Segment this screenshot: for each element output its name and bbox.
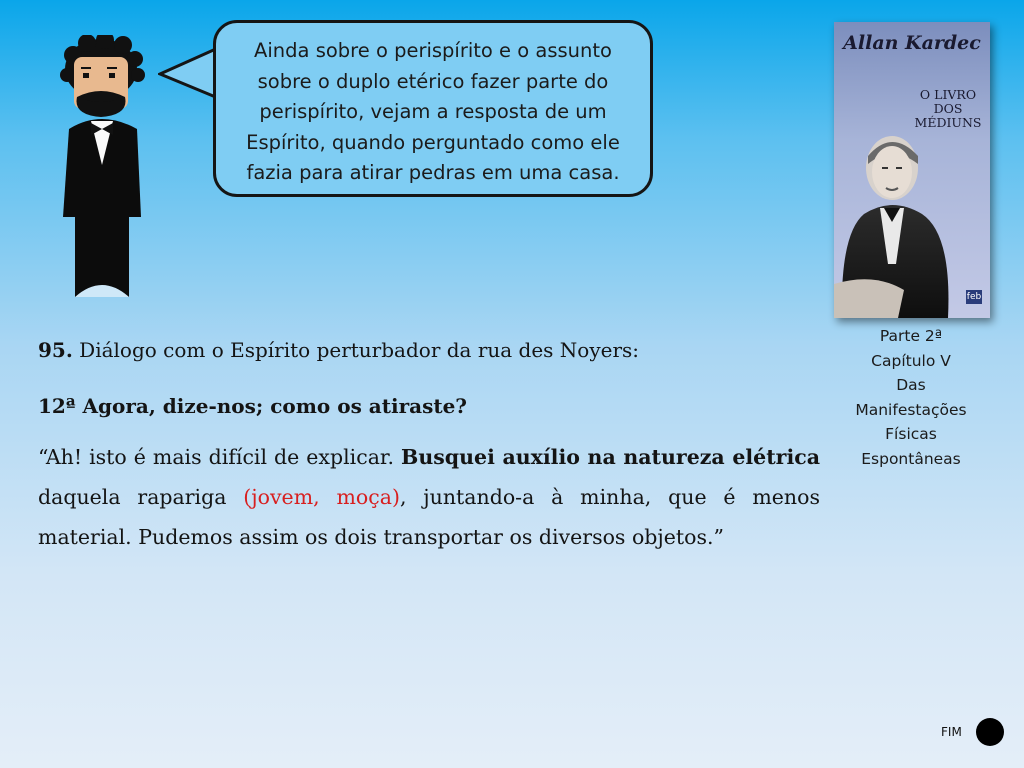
bubble-line: sobre o duplo etérico fazer parte do: [257, 69, 609, 93]
quote-red-phrase: (jovem, moça): [243, 485, 400, 509]
quote-middle: daquela rapariga: [38, 485, 244, 509]
speech-bubble-text: [216, 36, 650, 189]
question-text: 12ª Agora, dize-nos; como os atiraste?: [38, 394, 468, 418]
caption-line: Parte 2ª: [879, 327, 943, 345]
quote-bold-phrase: Busquei auxílio na natureza elétrica: [401, 445, 821, 469]
caption-line: Capítulo V: [871, 351, 951, 370]
man-character-icon: [55, 35, 155, 300]
caption-line: Manifestações: [855, 400, 967, 419]
book-author: Allan Kardec: [843, 32, 981, 54]
quote-end: , juntando-a à minha, que é menos material. Pudemos assim os dois transportar os diversos objetos.”: [38, 485, 820, 549]
caption-line: Das: [896, 376, 926, 394]
bubble-line: perispírito, vejam a resposta de um: [259, 100, 607, 123]
publisher-logo: feb: [966, 292, 982, 302]
dialogue-heading: [38, 334, 820, 366]
end-button[interactable]: [976, 718, 1004, 746]
speech-bubble-tail: [158, 40, 218, 100]
book-title: [912, 88, 984, 130]
heading-text: Diálogo com o Espírito perturbador da rua des Noyers:: [72, 338, 640, 362]
caption-line: Físicas: [885, 425, 937, 443]
bubble-line: fazia para atirar pedras em uma casa.: [246, 161, 620, 184]
book-title-line: MÉDIUNS: [914, 115, 982, 130]
bubble-line: Ainda sobre o perispírito e o assunto: [254, 39, 612, 62]
quote-start: “Ah! isto é mais difícil de explicar.: [38, 445, 402, 469]
book-cover-image: [834, 22, 990, 318]
answer-quote: [38, 437, 820, 557]
end-label: FIM: [941, 725, 962, 739]
book-reference-caption: [840, 324, 982, 471]
bubble-line: Espírito, quando perguntado como ele: [246, 130, 620, 154]
book-title-line: DOS: [933, 101, 963, 116]
item-number: 95.: [38, 338, 73, 362]
caption-line: Espontâneas: [861, 449, 961, 468]
speech-bubble: [213, 20, 653, 197]
book-title-line: O LIVRO: [919, 87, 977, 102]
